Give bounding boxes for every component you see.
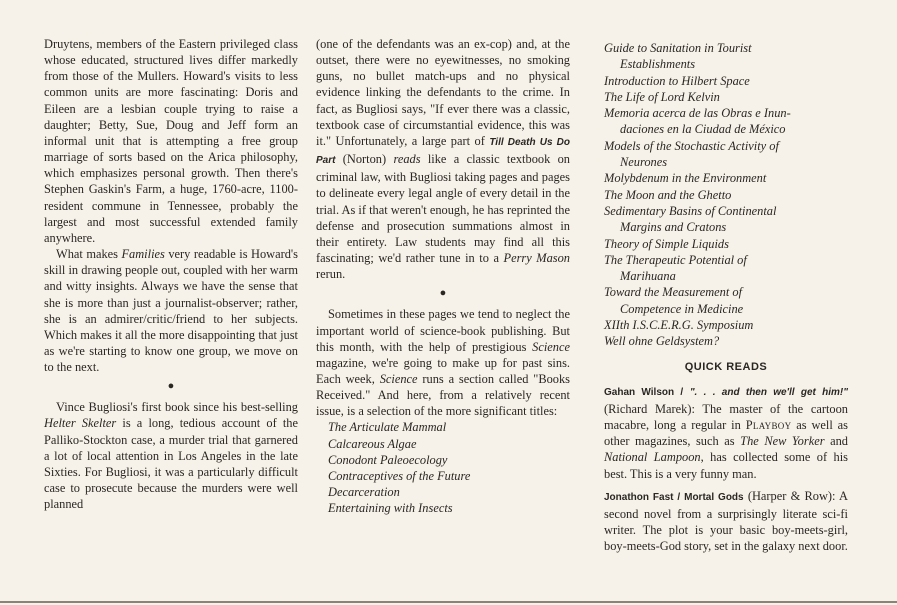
paragraph-families-review: What makes Families very readable is Howard's skill in drawing people out, coupled with her warm and witty insights. Always we have the sense that she is more than just a journalist-observer; rather, she is an admirer/critic/friend to her subjects. Which makes it all the more disappointing that just as we're starting to know one group, we move on to the next.	[44, 247, 298, 375]
science-title-list	[316, 419, 570, 516]
science-title: Conodont Paleoecology	[328, 452, 448, 467]
book-title-till-death: Till Death Us Do Part	[316, 136, 571, 167]
section-bullet-icon: ●	[439, 287, 447, 300]
science-title: Well ohne Geldsystem?	[604, 334, 720, 349]
column-middle	[316, 36, 570, 517]
science-title: Introduction to Hilbert Space	[604, 73, 750, 88]
science-title: Models of the Stochastic Activity of	[604, 138, 779, 153]
quick-read-author: Gahan Wilson /	[604, 386, 684, 398]
quick-read-author: Jonathon Fast / Mortal Gods	[604, 491, 744, 503]
science-title-continuation: Neurones	[620, 155, 668, 170]
paragraph-bugliosi-intro: Vince Bugliosi's first book since his best-selling Helter Skelter is a long, tedious account of the Palliko-Stockton case, a murder trial that garnered a lot of local attention in Los Angeles in the late Sixties. For Bugliosi, it was a particularly difficult case to prosecute because the murders were well planned	[44, 400, 298, 512]
science-title: Memoria acerca de las Obras e Inun-	[604, 106, 791, 121]
book-title-helter-skelter: Helter Skelter	[44, 416, 117, 431]
science-title-continuation: daciones en la Ciudad de México	[620, 122, 786, 137]
science-title-list-continued	[604, 40, 848, 350]
science-title: Guide to Sanitation in Tourist	[604, 41, 752, 55]
paragraph-bugliosi-review: (one of the defendants was an ex-cop) and, at the outset, there were no eyewitnesses, no smoking guns, no bullet match-ups and no physical evidence linking the defendants to the crime. In fact, as Bugliosi says, "If ever there was a classic, textbook case of circumstantial evidence, this was it." Unfortunately, a large part of Till Death Us Do Part (Norton) reads like a classic textbook on criminal law, with Bugliosi taking pages and pages to delineate every legal angle of every detail in the trial. As if that weren't enough, he has reprinted the defense and prosecution summations almost in their entirety. Law students may find all this fascinating; we'd rather tune in to a Perry Mason rerun.	[316, 37, 571, 282]
science-title: Calcareous Algae	[328, 436, 417, 451]
quick-read-wilson: Gahan Wilson / ". . . and then we'll get him!" (Richard Marek): The master of the cartoon macabre, long a regular in Playboy as well as other magazines, such as The New Yorker and National Lampoon, has collected some of his best. This is a very funny man.	[604, 386, 848, 481]
paragraph-science-books: Sometimes in these pages we tend to neglect the important world of science-book publishing. But this month, with the help of prestigious Science magazine, we're going to make up for past sins. Each week, Science runs a section called "Books Received." And here, from a relatively recent issue, is a selection of the more significant titles:	[316, 307, 571, 419]
science-title: XIIth I.S.C.E.R.G. Symposium	[604, 318, 754, 333]
science-title: Contraceptives of the Future	[328, 469, 471, 484]
science-title: Entertaining with Insects	[328, 501, 453, 516]
column-right	[604, 40, 848, 554]
quick-reads-heading: QUICK READS	[684, 360, 768, 373]
science-title-continuation: Competence in Medicine	[620, 301, 744, 316]
book-title-families: Families	[121, 247, 165, 262]
science-title: The Moon and the Ghetto	[604, 187, 732, 202]
science-title: Toward the Measurement of	[604, 285, 743, 300]
quick-read-fast: Jonathon Fast / Mortal Gods (Harper & Row): A second novel from a surprisingly literate sci-fi writer. The plot is your basic boy-meets-girl, boy-meets-God story, set in the galaxy next door.	[604, 488, 848, 554]
science-title: The Articulate Mammal	[328, 420, 447, 435]
science-title: Decarceration	[328, 485, 400, 500]
science-title: The Therapeutic Potential of	[604, 252, 747, 267]
section-bullet-icon: ●	[167, 380, 175, 393]
quick-read-title: ". . . and then we'll get him!"	[689, 386, 848, 398]
science-title: Theory of Simple Liquids	[604, 236, 729, 251]
science-title-continuation: Establishments	[620, 57, 696, 72]
science-title-continuation: Margins and Cratons	[620, 220, 727, 235]
science-title: Sedimentary Basins of Continental	[604, 203, 777, 218]
show-title-perry-mason: Perry Mason	[503, 251, 571, 266]
page-bottom-rule	[0, 601, 897, 603]
science-title: Molybdenum in the Environment	[604, 171, 767, 186]
science-title: The Life of Lord Kelvin	[604, 89, 720, 104]
science-title-continuation: Marihuana	[620, 269, 676, 284]
column-left	[44, 36, 298, 512]
paragraph-families-units: Druytens, members of the Eastern privileged class whose educated, structured lives differ markedly from those of the Mullers. Howard's visits to less common units are more fascinating: Doris and Eileen are a lesbian couple trying to raise a daughter; Betty, Sue, Doug and Jeff form an informal unit that is attempting a free group marriage of sorts based on the Arica philosophy, which emphasizes personal growth. Then there's Stephen Gaskin's Farm, a huge, 1760-acre, 1100-resident commune in Tennessee, probably the largest and most successful extended family anywhere.	[44, 37, 298, 245]
